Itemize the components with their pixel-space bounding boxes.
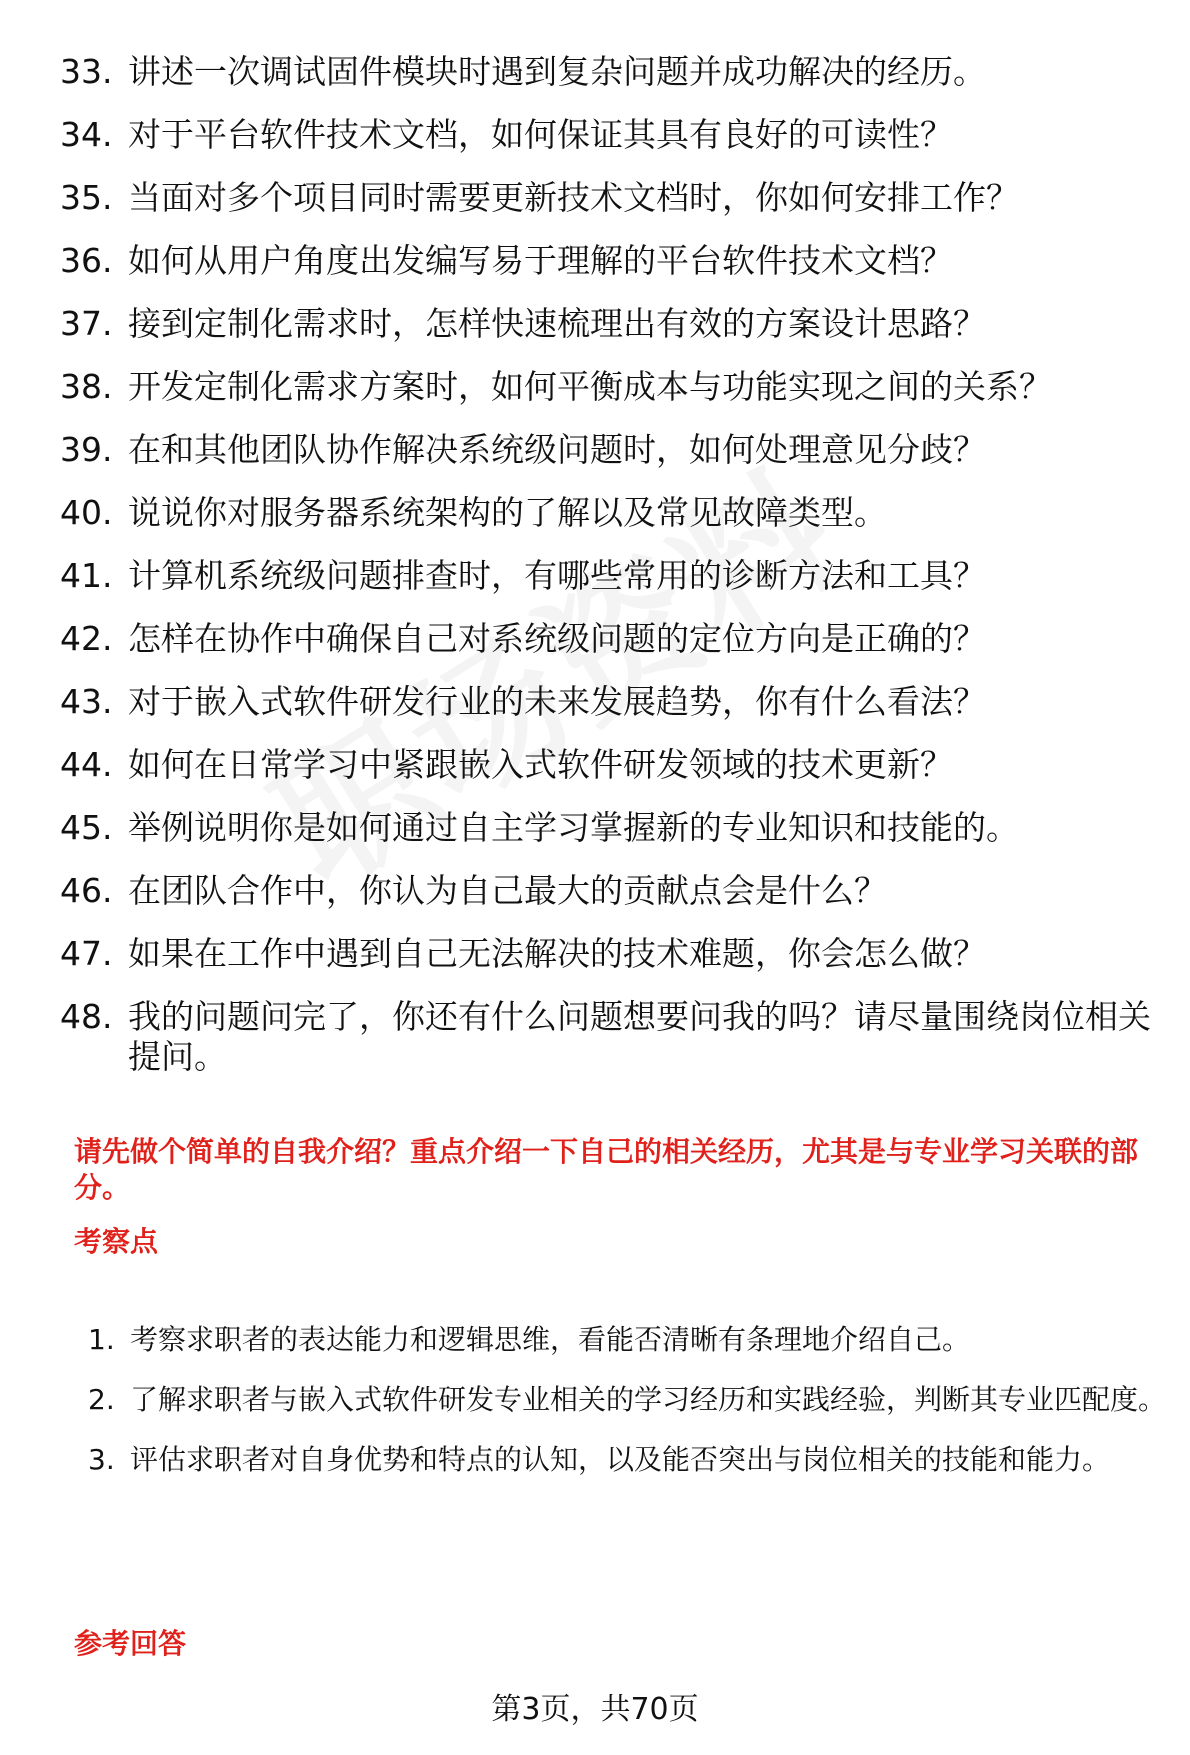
question-number: 48.: [60, 997, 113, 1036]
list-item: [60, 871, 1160, 911]
question-text: 计算机系统级问题排查时，有哪些常用的诊断方法和工具？: [128, 556, 986, 595]
list-item: [60, 430, 1160, 470]
question-text: 当面对多个项目同时需要更新技术文档时，你如何安排工作？: [128, 178, 1019, 217]
list-item: [60, 682, 1160, 722]
question-number: 38.: [60, 367, 113, 406]
list-item: [60, 367, 1160, 407]
list-item: [60, 304, 1160, 344]
question-number: 39.: [60, 430, 113, 469]
question-number: 40.: [60, 493, 113, 532]
point-text: 了解求职者与嵌入式软件研发专业相关的学习经历和实践经验，判断其专业匹配度。: [130, 1383, 1167, 1416]
point-number: 3.: [88, 1443, 115, 1476]
question-text: 如何在日常学习中紧跟嵌入式软件研发领域的技术更新？: [128, 745, 953, 784]
question-text: 在团队合作中，你认为自己最大的贡献点会是什么？: [128, 871, 887, 910]
question-text: 对于平台软件技术文档，如何保证其具有良好的可读性？: [128, 115, 953, 154]
answer-heading: 参考回答: [74, 1627, 187, 1660]
list-item: [60, 808, 1160, 848]
question-number: 47.: [60, 934, 113, 973]
question-number: 34.: [60, 115, 113, 154]
question-text: 如果在工作中遇到自己无法解决的技术难题，你会怎么做？: [128, 934, 986, 973]
question-text: 举例说明你是如何通过自主学习掌握新的专业知识和技能的。: [128, 808, 1019, 847]
point-text: 考察求职者的表达能力和逻辑思维，看能否清晰有条理地介绍自己。: [130, 1323, 971, 1356]
question-number: 44.: [60, 745, 113, 784]
list-item: [60, 52, 1160, 92]
list-item: [60, 619, 1160, 659]
list-item: [60, 241, 1160, 281]
question-number: 36.: [60, 241, 113, 280]
question-number: 43.: [60, 682, 113, 721]
list-item: [88, 1430, 1168, 1490]
question-text: 开发定制化需求方案时，如何平衡成本与功能实现之间的关系？: [128, 367, 1052, 406]
question-text: 说说你对服务器系统架构的了解以及常见故障类型。: [128, 493, 887, 532]
question-number: 41.: [60, 556, 113, 595]
list-item: [60, 934, 1160, 974]
question-number: 37.: [60, 304, 113, 343]
point-number: 1.: [88, 1323, 115, 1356]
question-text: 怎样在协作中确保自己对系统级问题的定位方向是正确的？: [128, 619, 986, 658]
question-number: 46.: [60, 871, 113, 910]
question-text: 对于嵌入式软件研发行业的未来发展趋势，你有什么看法？: [128, 682, 986, 721]
list-item: [88, 1310, 1168, 1370]
question-text: 讲述一次调试固件模块时遇到复杂问题并成功解决的经历。: [128, 52, 986, 91]
list-item: [88, 1370, 1168, 1430]
question-number: 42.: [60, 619, 113, 658]
section-question-heading: 请先做个简单的自我介绍？重点介绍一下自己的相关经历，尤其是与专业学习关联的部分。: [74, 1135, 1139, 1204]
question-text: 如何从用户角度出发编写易于理解的平台软件技术文档？: [128, 241, 953, 280]
question-number: 45.: [60, 808, 113, 847]
question-list: [60, 52, 1160, 1100]
question-number: 35.: [60, 178, 113, 217]
question-number: 33.: [60, 52, 113, 91]
points-heading: 考察点: [74, 1225, 159, 1258]
list-item: [60, 745, 1160, 785]
points-list: [88, 1310, 1168, 1490]
question-text: 在和其他团队协作解决系统级问题时，如何处理意见分歧？: [128, 430, 986, 469]
question-text: 接到定制化需求时，怎样快速梳理出有效的方案设计思路？: [128, 304, 986, 343]
list-item: [60, 493, 1160, 533]
question-text: 我的问题问完了，你还有什么问题想要问我的吗？请尽量围绕岗位相关提问。: [128, 997, 1151, 1076]
list-item: [60, 115, 1160, 155]
page-number-footer: 第3页，共70页: [491, 1692, 699, 1727]
list-item: [60, 997, 1160, 1077]
point-text: 评估求职者对自身优势和特点的认知，以及能否突出与岗位相关的技能和能力。: [130, 1443, 1111, 1476]
list-item: [60, 178, 1160, 218]
point-number: 2.: [88, 1383, 115, 1416]
list-item: [60, 556, 1160, 596]
